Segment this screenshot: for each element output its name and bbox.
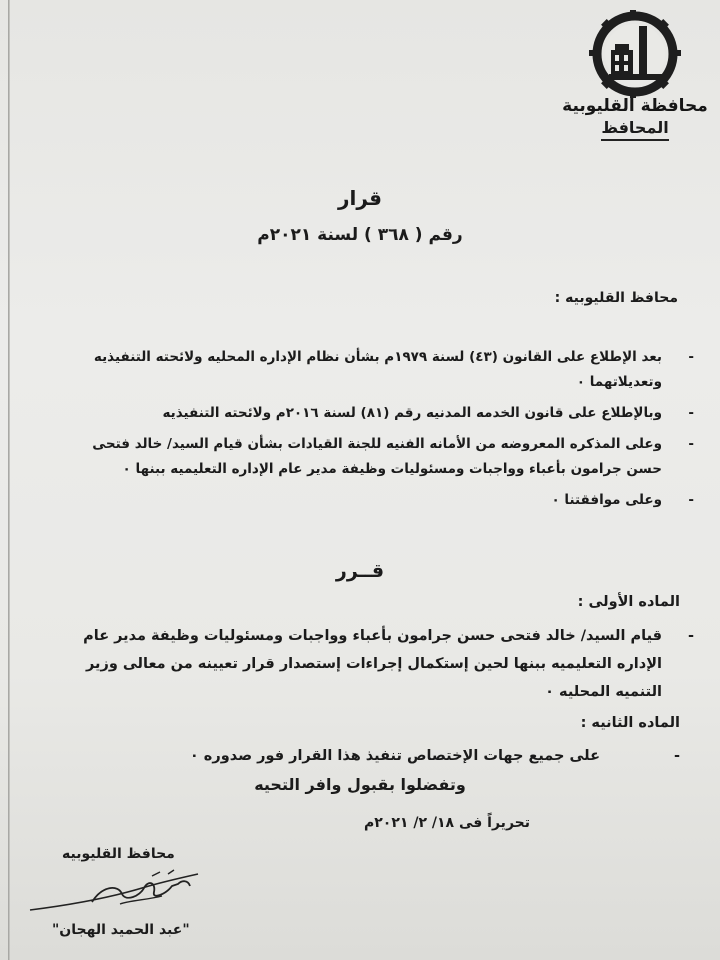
- article-2-heading: الماده الثانيه :: [580, 715, 680, 731]
- decree-number: رقم ( ٣٦٨ ) لسنة ٢٠٢١م: [257, 225, 463, 245]
- clause-text: بعد الإطلاع على القانون (٤٣) لسنة ١٩٧٩م بشأن نظام الإداره المحليه ولائحته التنفيذيه وتعديلاتهما ٠: [93, 349, 662, 390]
- bullet-dash: -: [688, 349, 694, 365]
- handwritten-signature: [22, 866, 222, 926]
- bullet-dash: -: [688, 405, 694, 421]
- signatory-title: محافظ القليوبيه: [62, 846, 175, 862]
- bullet-dash: -: [673, 748, 680, 764]
- governorate-name: محافظة القليوبية: [562, 96, 708, 116]
- bullet-dash: -: [688, 492, 694, 508]
- preamble-clause: [60, 401, 694, 426]
- article-2-text: [80, 742, 680, 776]
- page-edge-shadow: [8, 0, 10, 960]
- clause-text: وعلى موافقتنا ٠: [551, 492, 662, 508]
- issue-date: تحريراً فى ١٨/ ٢/ ٢٠٢١م: [364, 815, 530, 831]
- article-1-heading: الماده الأولى :: [577, 594, 680, 610]
- preamble-clause: [60, 432, 694, 482]
- article-1-text: [80, 622, 694, 712]
- article-clause: [80, 742, 680, 770]
- preamble-clauses: [60, 345, 694, 519]
- article-clause: [80, 622, 694, 706]
- office-title: المحافظ: [601, 118, 668, 141]
- decree-title: قرار: [338, 186, 382, 210]
- clause-text: وعلى المذكره المعروضه من الأمانه الفنيه للجنة القيادات بشأن قيام السيد/ خالد فتحى حسن جرامون بأعباء وواجبات ومسئوليات وظيفة مدير عام الإداره التعليميه ببنها ٠: [92, 436, 662, 477]
- article-1-body: قيام السيد/ خالد فتحى حسن جرامون بأعباء وواجبات ومسئوليات وظيفة مدير عام الإداره التعليميه ببنها لحين إستكمال إجراءات إستصدار قرار تعيينه من معالى وزير التنميه المحليه ٠: [83, 628, 662, 700]
- preamble-clause: [60, 488, 694, 513]
- article-2-body: على جميع جهات الإختصاص تنفيذ هذا القرار فور صدوره ٠: [189, 748, 600, 764]
- bullet-dash: -: [688, 436, 694, 452]
- preamble-clause: [60, 345, 694, 395]
- clause-text: وبالإطلاع على قانون الخدمه المدنيه رقم (٨١) لسنة ٢٠١٦م ولائحته التنفيذيه: [162, 405, 662, 421]
- closing-salutation: وتفضلوا بقبول وافر التحيه: [254, 775, 466, 794]
- addressee: محافظ القليوبيه :: [554, 290, 678, 306]
- governorate-emblem-icon: [575, 8, 695, 100]
- bullet-dash: -: [687, 628, 694, 644]
- letterhead: [560, 8, 710, 141]
- decision-heading: قــرر: [335, 560, 385, 582]
- signatory-name: "عبد الحميد الهجان": [52, 922, 190, 938]
